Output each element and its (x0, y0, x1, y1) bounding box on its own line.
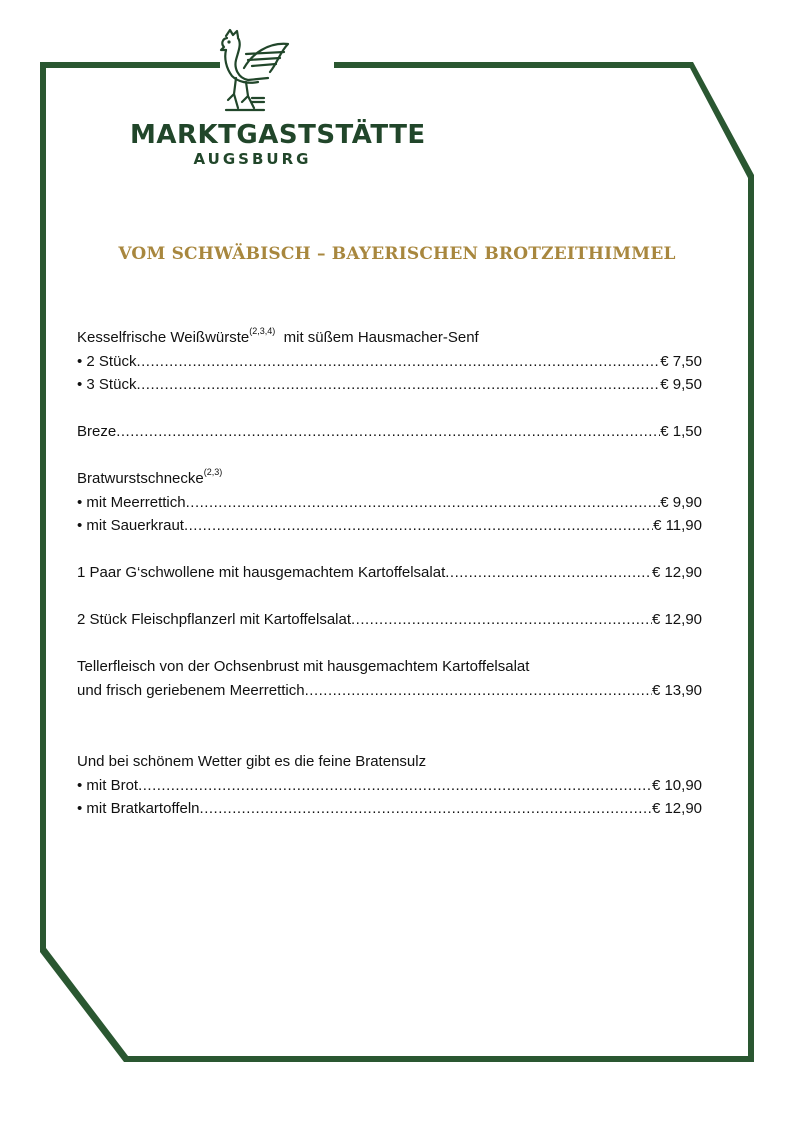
brand-city: AUGSBURG (193, 150, 312, 168)
menu-item: • mit Bratkartoffeln ..... € 12,90 (77, 797, 702, 821)
menu-item-gschwollene: 1 Paar G‘schwollene mit hausgemachtem Kartoffelsalat ..... € 12,90 (77, 561, 702, 585)
menu-item-breze: Breze ..... € 1,50 (77, 420, 702, 444)
allergen-note: (2,3) (203, 467, 223, 477)
allergen-note: (2,3,4) (249, 326, 276, 336)
price: € 12,90 (651, 611, 702, 628)
price: € 12,90 (651, 564, 702, 581)
price: € 13,90 (651, 681, 702, 699)
menu-item: • 2 Stück ..... € 7,50 (77, 350, 702, 374)
price: € 10,90 (651, 776, 702, 794)
menu-item: • mit Meerrettich ..... € 9,90 (77, 491, 702, 515)
price: € 7,50 (660, 352, 702, 370)
brand-name: MARKTGASTSTÄTTE (130, 120, 426, 150)
price: € 1,50 (660, 423, 702, 440)
price: € 9,90 (660, 493, 702, 511)
tellerfleisch-title: Tellerfleisch von der Ochsenbrust mit hausgemachtem Kartoffelsalat (77, 658, 530, 675)
menu-item: • mit Brot ..... € 10,90 (77, 774, 702, 798)
menu-item-tellerfleisch: und frisch geriebenem Meerrettich ..... € 13,90 (77, 679, 702, 703)
price: € 11,90 (653, 517, 702, 534)
price: € 12,90 (651, 800, 702, 817)
schnecke-title: Bratwurstschnecke$^{(2,3)}$ (77, 467, 223, 487)
bratensulz-title: Und bei schönem Wetter gibt es die feine Bratensulz (77, 753, 427, 770)
price: € 9,50 (660, 376, 702, 393)
brand-logo (130, 28, 426, 173)
rooster-icon (208, 28, 298, 116)
menu-heading: VOM SCHWÄBISCH – BAYERISCHEN BROTZEITHIMMEL (118, 244, 676, 264)
menu-item: • mit Sauerkraut ..... € 11,90 (77, 514, 702, 538)
weisswurst-title: Kesselfrische Weißwürste$^{(2,3,4)}$ mit süßem Hausmacher-Senf (77, 326, 479, 346)
menu-item: • 3 Stück ..... € 9,50 (77, 373, 702, 397)
menu-item-pflanzerl: 2 Stück Fleischpflanzerl mit Kartoffelsalat ..... € 12,90 (77, 608, 702, 632)
menu-list (77, 326, 702, 821)
